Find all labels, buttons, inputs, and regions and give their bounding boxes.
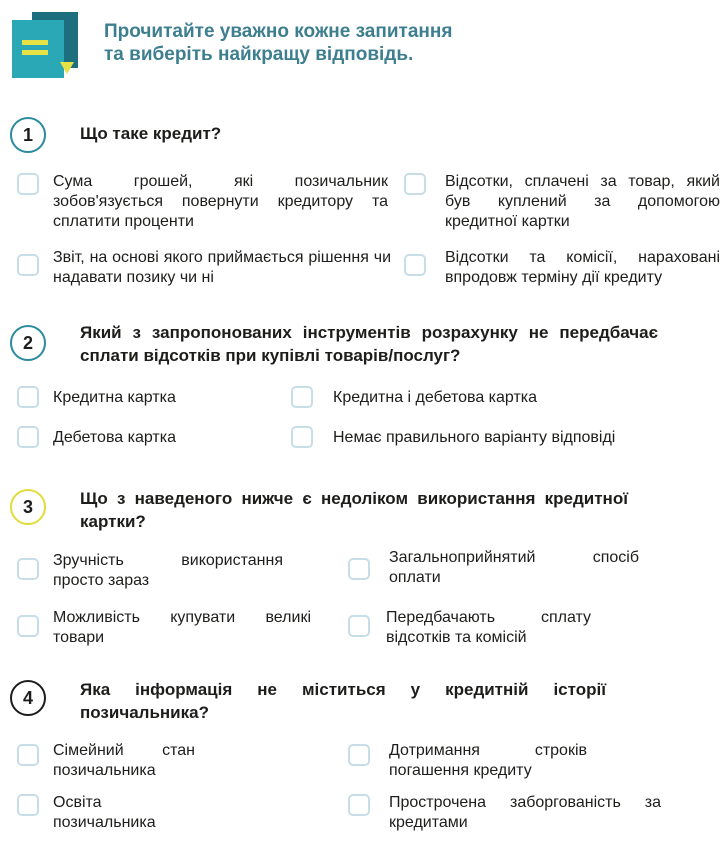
answer-label: Сума грошей, які позичальник зобов'язується повернути кредитору та сплатити проценти (53, 173, 388, 230)
answer-label: Відсотки та комісії, нараховані впродовж терміну дії кредиту (445, 249, 720, 286)
answer-checkbox[interactable] (17, 744, 39, 766)
answer-checkbox[interactable] (17, 386, 39, 408)
answer-label: Кредитна картка (53, 389, 176, 406)
answer-label: Дебетова картка (53, 429, 176, 446)
question-number: 3 (10, 489, 46, 525)
instruction-line-1: Прочитайте уважно кожне запитання (104, 21, 453, 42)
answer-checkbox[interactable] (17, 794, 39, 816)
question-number: 2 (10, 325, 46, 361)
question-number: 1 (10, 117, 46, 153)
answer-checkbox[interactable] (17, 426, 39, 448)
answer-checkbox[interactable] (348, 615, 370, 637)
answer-checkbox[interactable] (291, 426, 313, 448)
answer-checkbox[interactable] (348, 558, 370, 580)
question-text: Яка інформація не міститься у кредитній історії позичальника? (80, 680, 606, 722)
answer-label: Дотримання строків погашення кредиту (389, 742, 587, 779)
answer-checkbox[interactable] (404, 173, 426, 195)
answer-label: Освіта позичальника (53, 794, 156, 831)
answer-checkbox[interactable] (348, 794, 370, 816)
answer-label: Кредитна і дебетова картка (333, 389, 538, 406)
answer-checkbox[interactable] (291, 386, 313, 408)
answer-label: Сімейний стан позичальника (53, 742, 195, 779)
answer-checkbox[interactable] (404, 254, 426, 276)
header (0, 0, 728, 90)
instruction-line-2: та виберіть найкращу відповідь. (104, 44, 414, 65)
answer-label: Прострочена заборгованість за кредитами (389, 794, 661, 831)
question-number: 4 (10, 680, 46, 716)
answer-label: Немає правильного варіанту відповіді (333, 429, 616, 446)
answer-label: Звіт, на основі якого приймається рішення чи надавати позику чи ні (53, 249, 391, 286)
answer-label: Зручність використання просто зараз (53, 552, 283, 589)
notebook-icon (12, 12, 82, 78)
answer-checkbox[interactable] (17, 254, 39, 276)
answer-label: Можливість купувати великі товари (53, 609, 311, 646)
answer-label: Загальноприйнятий спосіб оплати (389, 549, 639, 586)
answer-checkbox[interactable] (17, 173, 39, 195)
answer-label: Відсотки, сплачені за товар, який був куплений за допомогою кредитної картки (445, 173, 720, 230)
answer-checkbox[interactable] (17, 558, 39, 580)
answer-checkbox[interactable] (348, 744, 370, 766)
answer-label: Передбачають сплату відсотків та комісій (386, 609, 591, 646)
question-text: Який з запропонованих інструментів розрахунку не передбачає сплати відсотків при купівлі товарів/послуг? (80, 323, 658, 365)
instruction-heading (104, 20, 664, 66)
question-text: Що з наведеного нижче є недоліком використання кредитної картки? (80, 489, 628, 531)
question-text: Що таке кредит? (80, 124, 222, 143)
answer-checkbox[interactable] (17, 615, 39, 637)
